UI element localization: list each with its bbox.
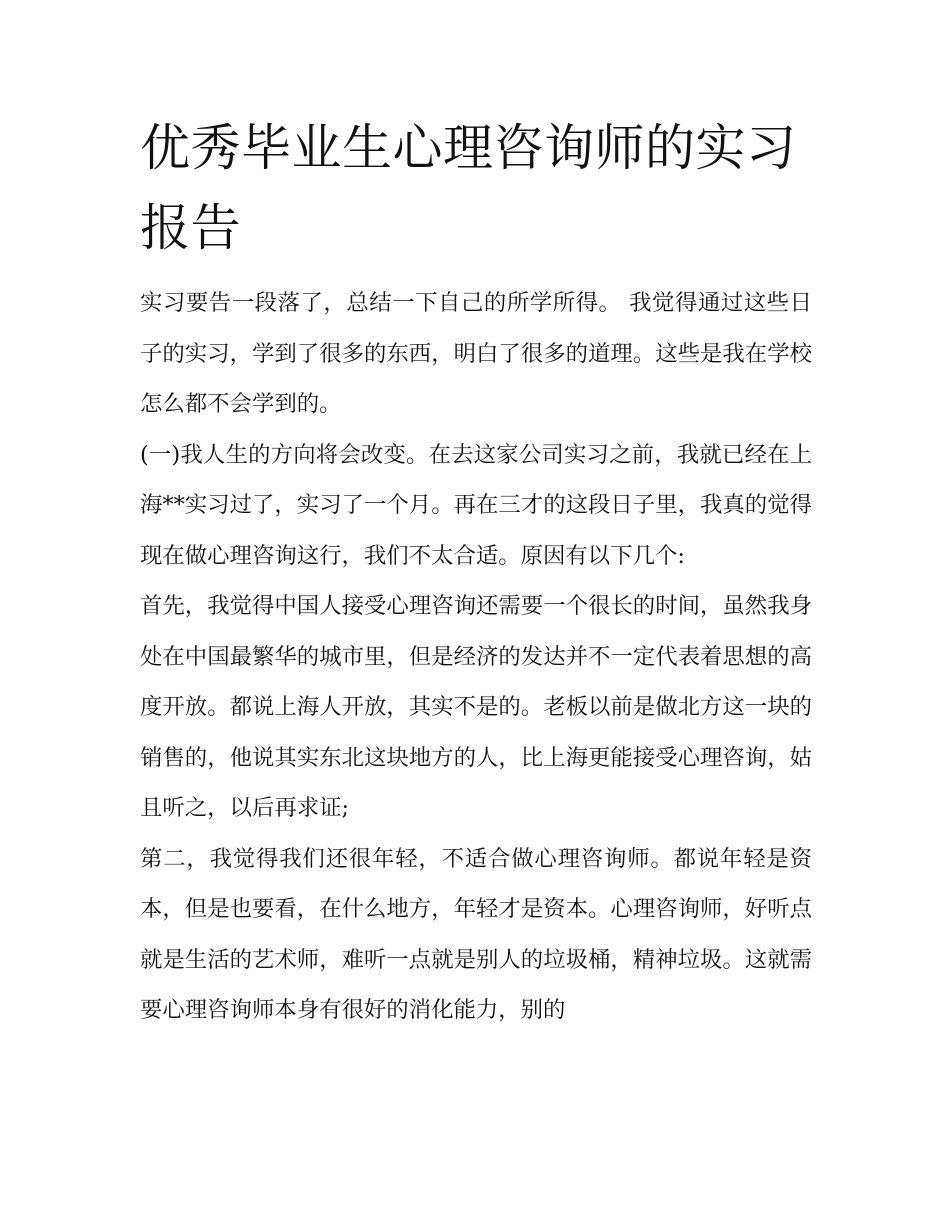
document-title: 优秀毕业生心理咨询师的实习报告 (140, 119, 797, 257)
document-body (140, 108, 812, 1036)
paragraph-intro: 实习要告一段落了，总结一下自己的所学所得。 我觉得通过这些日子的实习，学到了很多的东西，明白了很多的道理。这些是我在学校怎么都不会学到的。 (140, 290, 812, 417)
paragraph-section-one: (一)我人生的方向将会改变。在去这家公司实习之前，我就已经在上海**实习过了，实习了一个月。再在三才的这段日子里，我真的觉得现在做心理咨询这行，我们不太合适。原因有以下几个: (140, 441, 812, 569)
paragraph-second-reason: 第二，我觉得我们还很年轻，不适合做心理咨询师。都说年轻是资本，但是也要看，在什么地方，年轻才是资本。心理咨询师，好听点就是生活的艺术师，难听一点就是别人的垃圾桶，精神垃圾。这就需要心理咨询师本身有很好的消化能力，别的 (140, 845, 812, 1023)
paragraph-first-reason: 首先，我觉得中国人接受心理咨询还需要一个很长的时间，虽然我身处在中国最繁华的城市里，但是经济的发达并不一定代表着思想的高度开放。都说上海人开放，其实不是的。老板以前是做北方这一块的销售的，他说其实东北这块地方的人，比上海更能接受心理咨询，姑且听之，以后再求证; (140, 593, 812, 821)
